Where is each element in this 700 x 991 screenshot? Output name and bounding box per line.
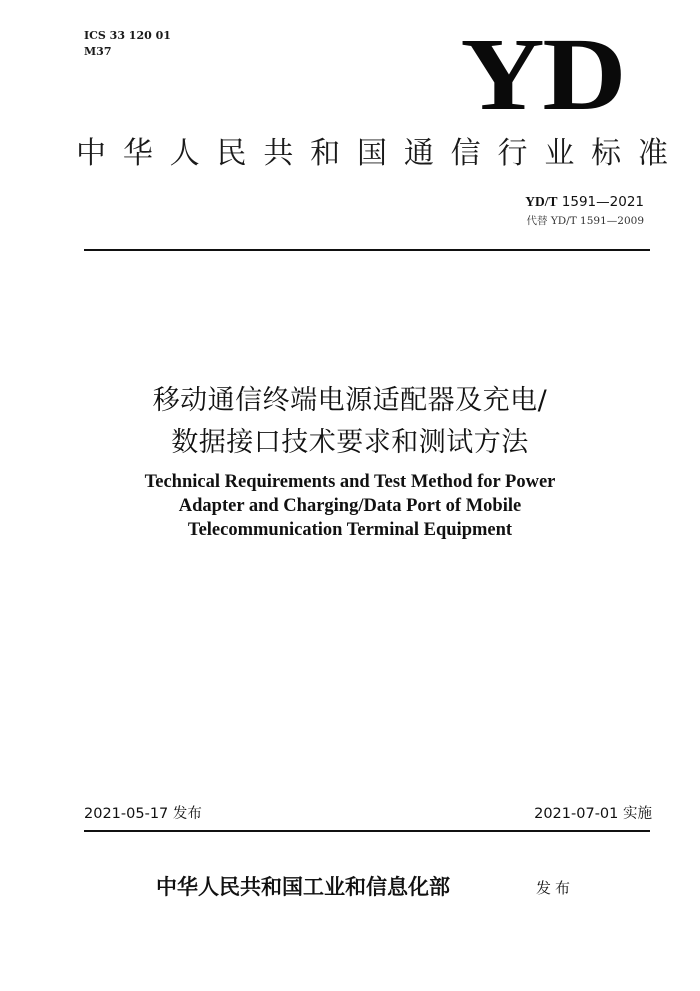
title-en-line-3: Telecommunication Terminal Equipment <box>187 520 513 540</box>
yd-logo: YD <box>460 17 624 132</box>
title-en-line-1: Technical Requirements and Test Method for Power <box>144 472 556 492</box>
standard-number <box>525 193 644 211</box>
ccs-code: M37 <box>84 45 112 58</box>
standard-code-number: 1591—2021 <box>561 194 644 210</box>
replaces-standard: 代替 YD/T 1591—2009 <box>526 215 644 227</box>
issuing-authority: 中华人民共和国工业和信息化部 <box>156 874 450 899</box>
title-en-line-2: Adapter and Charging/Data Port of Mobile <box>178 496 522 516</box>
header-divider <box>84 249 650 251</box>
ics-code: ICS 33 120 01 <box>84 29 171 42</box>
classification-codes <box>84 28 171 60</box>
standard-category-title: 中华人民共和国通信行业标准 <box>76 136 672 171</box>
implementation-date: 2021-07-01 实施 <box>534 806 652 822</box>
issue-date: 2021-05-17 发布 <box>84 806 202 822</box>
footer-divider <box>84 830 650 832</box>
document-title-english <box>0 470 700 542</box>
standard-code-prefix: YD/T <box>525 194 558 209</box>
title-cn-line-1: 移动通信终端电源适配器及充电/ <box>152 385 548 416</box>
issue-action-label: 发布 <box>536 879 575 897</box>
document-title-chinese <box>0 380 700 464</box>
title-cn-line-2: 数据接口技术要求和测试方法 <box>171 427 529 458</box>
